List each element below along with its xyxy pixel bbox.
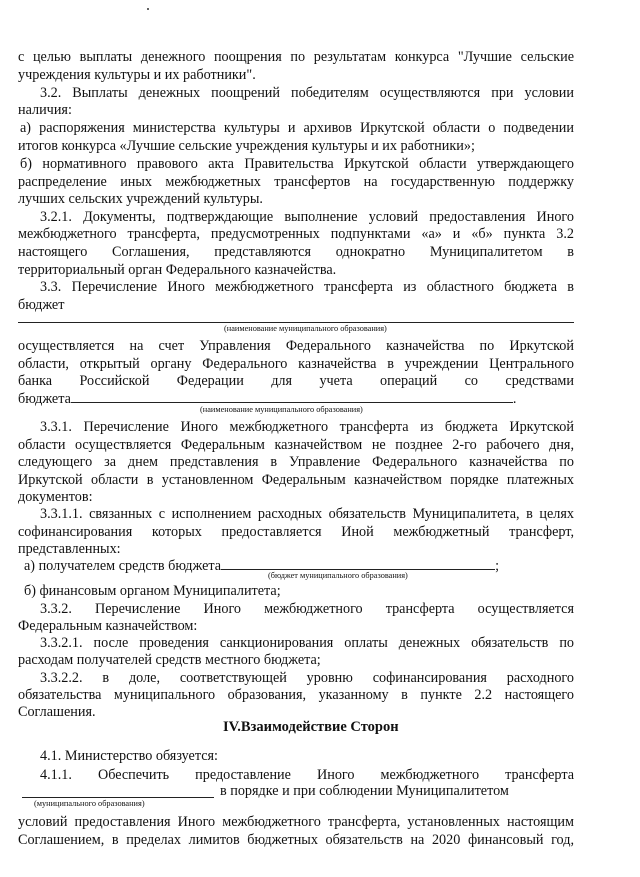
text-line: осуществляется на счет Управления Федерального казначейства по Иркутской (18, 338, 574, 354)
text-line: Соглашением, в пределах лимитов бюджетных обязательств на 2020 финансовый год, (18, 832, 574, 848)
text-line: 3.2. Выплаты денежных поощрений победителям осуществляются при условии (40, 85, 574, 101)
text-line: 3.3.2. Перечисление Иного межбюджетного трансферта осуществляется (40, 601, 574, 617)
text-line: б) нормативного правового акта Правительства Иркутской области утверждающего (20, 156, 574, 172)
text-line: 4.1. Министерство обязуется: (40, 748, 218, 764)
text-line: Соглашения. (18, 704, 96, 720)
text-line: распределение иных межбюджетных трансфертов на государственную поддержку (18, 174, 574, 190)
section-heading: IV.Взаимодействие Сторон (223, 719, 399, 735)
text-line: Федеральным казначейством: (18, 618, 198, 634)
field-caption: (бюджет муниципального образования) (268, 571, 408, 580)
text-line: Иркутской области в установленном Федеральным казначейством порядке платежных (18, 472, 574, 488)
text-line: б) финансовым органом Муниципалитета; (24, 583, 281, 599)
text-line: представленных: (18, 541, 121, 557)
text-line: 3.3.1.1. связанных с исполнением расходных обязательств Муниципалитета, в целях (40, 506, 574, 522)
text-line: лучших сельских учреждений культуры. (18, 191, 263, 207)
fill-in-line (22, 797, 214, 798)
field-caption: (наименование муниципального образования) (200, 405, 363, 414)
text-line: следующего за днем представления в Управление Федерального казначейства по (18, 454, 574, 470)
text-line: обязательства муниципального образования, указанному в пункте 2.2 настоящего (18, 687, 574, 703)
text-line: наличия: (18, 102, 72, 118)
text-line: 3.2.1. Документы, подтверждающие выполнение условий предоставления Иного (40, 209, 574, 225)
text-line: расходам получателей средств местного бюджета; (18, 652, 321, 668)
text-line: 3.3. Перечисление Иного межбюджетного трансферта из областного бюджета в (40, 279, 574, 295)
text-line: а) распоряжения министерства культуры и архивов Иркутской области о подведении (20, 120, 574, 136)
text-line: итогов конкурса «Лучшие сельские учреждения культуры и их работники»; (18, 138, 475, 154)
fill-in-blank (221, 557, 495, 570)
text-line: 3.3.2.1. после проведения санкционирования оплаты денежных обязательств по (40, 635, 574, 651)
text-line: 3.3.2.2. в доле, соответствующей уровню софинансирования расходного (40, 670, 574, 686)
field-caption: (муниципального образования) (34, 799, 145, 808)
text-line (24, 557, 499, 575)
text-fragment: бюджета (18, 391, 71, 407)
field-caption: (наименование муниципального образования) (224, 324, 387, 333)
text-line: 3.3.1. Перечисление Иного межбюджетного трансферта из бюджета Иркутской (40, 419, 574, 435)
text-fragment: . (512, 391, 517, 407)
text-line: территориальный орган Федерального казначейства. (18, 262, 337, 278)
text-line: софинансирования которых предоставляется Иной межбюджетный трансферт, (18, 524, 574, 540)
fill-in-line (18, 322, 574, 323)
text-line: документов: (18, 489, 93, 505)
text-line: условий предоставления Иного межбюджетного трансферта, установленных настоящим (18, 814, 574, 830)
text-line: в порядке и при соблюдении Муниципалитетом (220, 783, 509, 799)
text-line: 4.1.1. Обеспечить предоставление Иного межбюджетного трансферта (40, 767, 574, 783)
text-fragment: ; (495, 558, 500, 574)
text-line: области осуществляется Федеральным казначейством не позднее 2-го рабочего дня, (18, 437, 574, 453)
text-fragment: а) получателем средств бюджета (24, 558, 222, 574)
text-line: настоящего Соглашения, представляются однократно Муниципалитетом в (18, 244, 574, 260)
fill-in-blank (71, 390, 513, 403)
text-line: области, открытый органу Федерального казначейства в учреждении Центрального (18, 356, 574, 372)
text-line: учреждения культуры и их работники". (18, 67, 256, 83)
text-line: банка Российской Федерации для учета операций со средствами (18, 373, 574, 389)
text-line: межбюджетного трансферта, предусмотренных подпунктами «а» и «б» пункта 3.2 (18, 226, 574, 242)
text-line: с целью выплаты денежного поощрения по результатам конкурса "Лучшие сельские (18, 49, 574, 65)
text-line: бюджет (18, 297, 65, 313)
scan-speck (147, 8, 149, 10)
